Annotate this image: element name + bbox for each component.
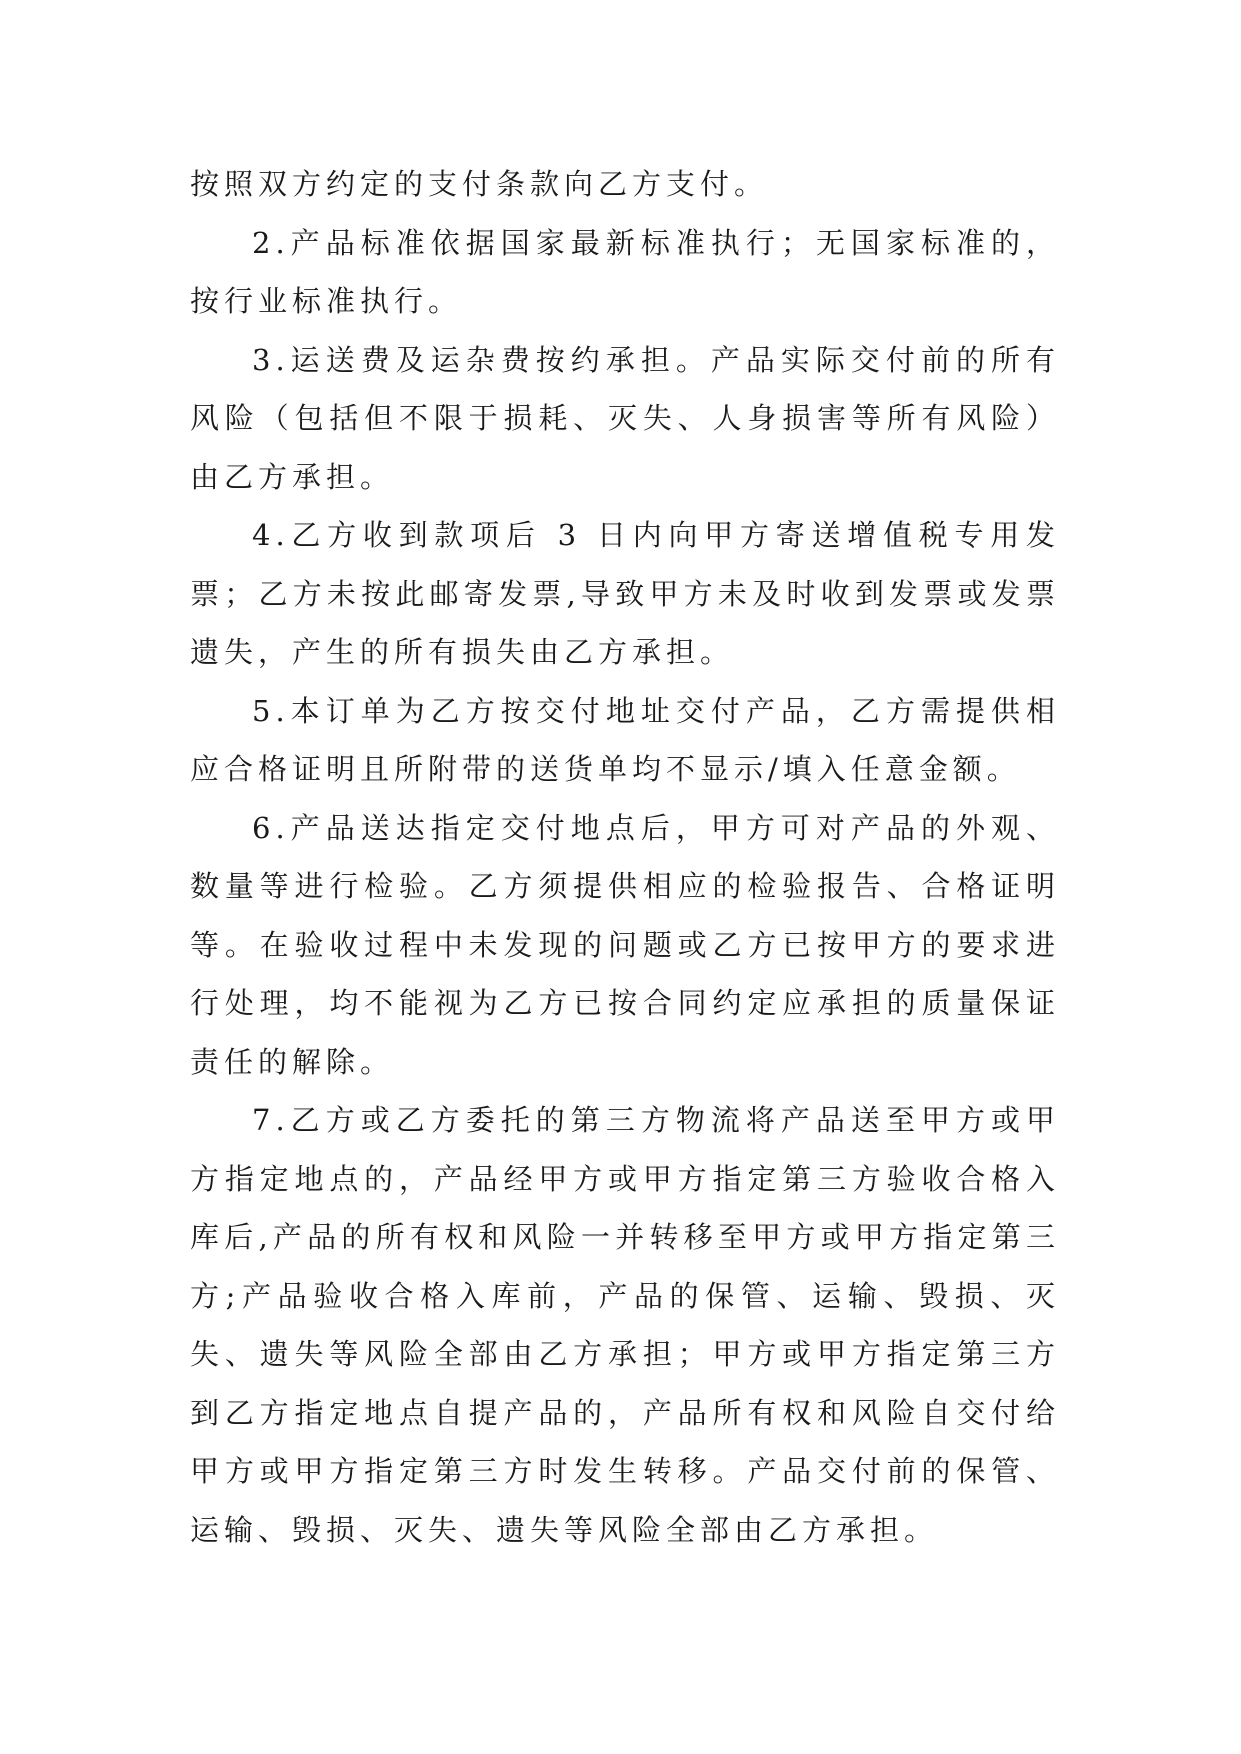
document-body: [190, 155, 1060, 1559]
paragraph-clause-4: 4.乙方收到款项后 3 日内向甲方寄送增值税专用发票；乙方未按此邮寄发票,导致甲方未及时收到发票或发票遗失，产生的所有损失由乙方承担。: [190, 518, 1060, 669]
paragraph-clause-3: 3.运送费及运杂费按约承担。产品实际交付前的所有风险（包括但不限于损耗、灭失、人身损害等所有风险）由乙方承担。: [190, 342, 1060, 494]
paragraph-clause-6: 6.产品送达指定交付地点后，甲方可对产品的外观、数量等进行检验。乙方须提供相应的检验报告、合格证明等。在验收过程中未发现的问题或乙方已按甲方的要求进行处理，均不能视为乙方已按合同约定应承担的质量保证责任的解除。: [190, 810, 1060, 1079]
paragraph-clause-7: 7.乙方或乙方委托的第三方物流将产品送至甲方或甲方指定地点的，产品经甲方或甲方指定第三方验收合格入库后,产品的所有权和风险一并转移至甲方或甲方指定第三方;产品验收合格入库前，产品的保管、运输、毁损、灭失、遗失等风险全部由乙方承担；甲方或甲方指定第三方到乙方指定地点自提产品的，产品所有权和风险自交付给甲方或甲方指定第三方时发生转移。产品交付前的保管、运输、毁损、灭失、遗失等风险全部由乙方承担。: [190, 1103, 1060, 1547]
paragraph-continuation: 按照双方约定的支付条款向乙方支付。: [190, 167, 769, 201]
paragraph-clause-2: 2.产品标准依据国家最新标准执行；无国家标准的，按行业标准执行。: [190, 225, 1060, 318]
paragraph-clause-5: 5.本订单为乙方按交付地址交付产品，乙方需提供相应合格证明且所附带的送货单均不显示/填入任意金额。: [190, 693, 1060, 786]
